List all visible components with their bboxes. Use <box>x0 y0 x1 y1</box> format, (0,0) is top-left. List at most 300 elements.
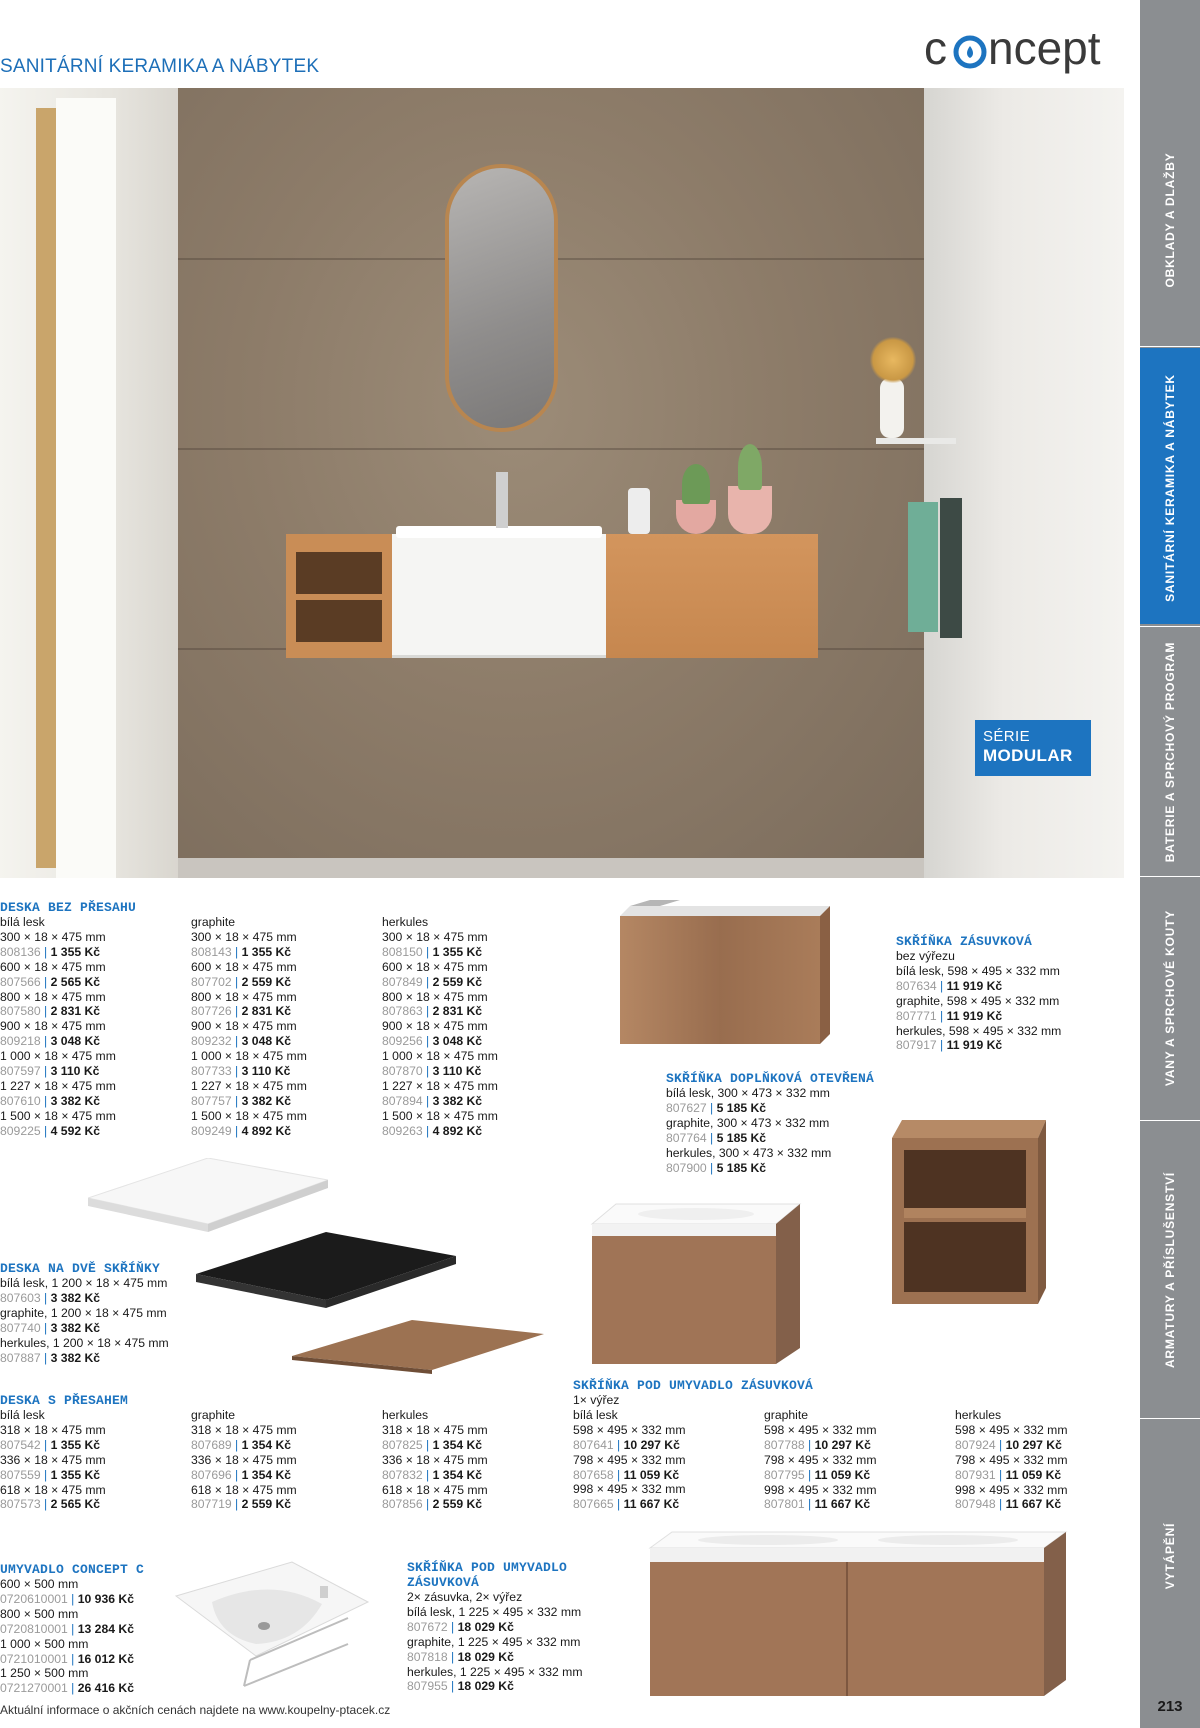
spec-code-price <box>764 1468 876 1483</box>
product-code: 809232 <box>191 1034 232 1049</box>
separator: | <box>995 1467 1006 1482</box>
spec-code-price <box>382 1094 498 1109</box>
nav-ceramics-furniture[interactable]: SANITÁRNÍ KERAMIKA A NÁBYTEK <box>1163 374 1177 602</box>
spec-dimension: 798 × 495 × 332 mm <box>573 1452 686 1467</box>
white-board-image <box>88 1158 328 1240</box>
separator: | <box>422 1467 433 1482</box>
separator: | <box>40 1064 51 1079</box>
spec-dimension: 618 × 18 × 475 mm <box>191 1482 297 1497</box>
separator: | <box>936 978 947 993</box>
skrinka-pod-umyvadlo-double-block <box>407 1560 582 1694</box>
spec-dimension: graphite, 1 225 × 495 × 332 mm <box>407 1634 581 1649</box>
drawer-cabinet-image <box>600 898 840 1058</box>
product-price: 2 559 Kč <box>241 1497 292 1512</box>
product-code: 807627 <box>666 1100 707 1115</box>
product-code: 807771 <box>896 1008 937 1023</box>
spec-dimension: 1 000 × 18 × 475 mm <box>191 1049 307 1064</box>
product-price: 3 110 Kč <box>432 1064 482 1079</box>
spec-dimension: 1 000 × 18 × 475 mm <box>0 1049 116 1064</box>
spec-dimension: 998 × 495 × 332 mm <box>955 1482 1068 1497</box>
spec-dimension: 900 × 18 × 475 mm <box>191 1019 297 1034</box>
separator: | <box>40 1034 51 1049</box>
herkules-board-image <box>292 1304 544 1374</box>
product-code: 807955 <box>407 1679 448 1694</box>
section-heading: UMYVADLO CONCEPT C <box>0 1562 145 1577</box>
separator: | <box>40 1350 51 1365</box>
spec-dimension: graphite, 300 × 473 × 332 mm <box>666 1115 830 1130</box>
page-section-title: SANITÁRNÍ KERAMIKA A NÁBYTEK <box>0 56 320 77</box>
deska-s-presahem-col2 <box>191 1408 297 1512</box>
product-code: 807702 <box>191 974 232 989</box>
product-note: bez výřezu <box>896 949 955 963</box>
section-heading: SKŘÍŇKA ZÁSUVKOVÁ <box>896 934 1033 949</box>
separator: | <box>804 1467 815 1482</box>
spec-code-price <box>191 1004 307 1019</box>
product-code: 0721270001 <box>0 1681 68 1696</box>
spec-code-price <box>955 1497 1067 1512</box>
separator: | <box>231 944 242 959</box>
product-price: 1 355 Kč <box>432 944 483 959</box>
section-heading: DESKA S PŘESAHEM <box>0 1393 129 1408</box>
separator: | <box>231 1437 242 1452</box>
oak-drawer-cabinet <box>606 534 818 658</box>
spec-code-price <box>382 1497 488 1512</box>
spec-dimension: bílá lesk, 1 225 × 495 × 332 mm <box>407 1604 582 1619</box>
spec-dimension: graphite, 1 200 × 18 × 475 mm <box>0 1305 167 1320</box>
footer-note: Aktuální informace o akčních cenách najdete na www.koupelny-ptacek.cz <box>0 1703 391 1717</box>
spec-dimension: 598 × 495 × 332 mm <box>764 1422 877 1437</box>
product-code: 807870 <box>382 1064 423 1079</box>
deska-na-dve-block <box>0 1261 169 1365</box>
product-code: 807887 <box>0 1350 41 1365</box>
product-price: 10 297 Kč <box>814 1437 871 1452</box>
spec-dimension: 800 × 500 mm <box>0 1606 79 1621</box>
spec-code-price <box>191 1124 307 1139</box>
spec-code-price <box>0 1622 144 1637</box>
separator: | <box>40 944 51 959</box>
product-price: 3 382 Kč <box>241 1093 292 1108</box>
product-price: 4 892 Kč <box>241 1123 292 1138</box>
spec-dimension: 1 227 × 18 × 475 mm <box>0 1078 116 1093</box>
spec-code-price <box>382 1034 498 1049</box>
product-code: 807733 <box>191 1064 232 1079</box>
spec-code-price <box>896 1038 1061 1053</box>
spec-code-price <box>0 1681 144 1696</box>
product-code: 807542 <box>0 1437 41 1452</box>
spec-code-price <box>666 1101 874 1116</box>
separator: | <box>995 1497 1006 1512</box>
product-code: 807900 <box>666 1160 707 1175</box>
separator: | <box>231 1093 242 1108</box>
nav-heating[interactable]: VYTÁPĚNÍ <box>1163 1522 1177 1590</box>
spec-code-price <box>382 1124 498 1139</box>
product-price: 3 382 Kč <box>50 1290 101 1305</box>
spec-code-price <box>896 1009 1061 1024</box>
separator: | <box>231 1467 242 1482</box>
spec-dimension: 800 × 18 × 475 mm <box>191 989 297 1004</box>
product-price: 11 059 Kč <box>1005 1467 1062 1482</box>
separator: | <box>231 1034 242 1049</box>
product-code: 807832 <box>382 1467 423 1482</box>
product-price: 3 048 Kč <box>50 1034 101 1049</box>
spec-dimension: 800 × 18 × 475 mm <box>382 989 488 1004</box>
product-code: 809225 <box>0 1123 41 1138</box>
product-code: 807580 <box>0 1004 41 1019</box>
spec-dimension: 798 × 495 × 332 mm <box>955 1452 1068 1467</box>
spec-dimension: 336 × 18 × 475 mm <box>382 1452 488 1467</box>
product-code: 807689 <box>191 1437 232 1452</box>
spec-code-price <box>0 975 136 990</box>
spec-dimension: 998 × 495 × 332 mm <box>573 1482 686 1497</box>
nav-fittings-accessories[interactable]: ARMATURY A PŘÍSLUŠENSTVÍ <box>1163 1171 1177 1369</box>
product-price: 1 354 Kč <box>432 1467 483 1482</box>
spec-code-price <box>666 1161 874 1176</box>
spec-dimension: 318 × 18 × 475 mm <box>191 1422 297 1437</box>
product-code: 807801 <box>764 1497 805 1512</box>
spec-dimension: 900 × 18 × 475 mm <box>382 1019 488 1034</box>
product-code: 807634 <box>896 978 937 993</box>
white-drawer-cabinet <box>392 534 606 658</box>
product-price: 3 382 Kč <box>432 1093 483 1108</box>
product-code: 807795 <box>764 1467 805 1482</box>
separator: | <box>40 1290 51 1305</box>
series-label: SÉRIE <box>983 728 1031 745</box>
spec-dimension: 598 × 495 × 332 mm <box>573 1422 686 1437</box>
product-price: 1 354 Kč <box>241 1437 292 1452</box>
product-code: 807863 <box>382 1004 423 1019</box>
open-shelf-cabinet-image <box>888 1112 1048 1306</box>
svg-text:c: c <box>924 22 947 74</box>
section-heading: DESKA BEZ PŘESAHU <box>0 900 137 915</box>
product-code: 808143 <box>191 944 232 959</box>
product-code: 807597 <box>0 1064 41 1079</box>
product-price: 26 416 Kč <box>77 1681 134 1696</box>
product-code: 807894 <box>382 1093 423 1108</box>
product-price: 18 029 Kč <box>457 1649 514 1664</box>
separator: | <box>804 1497 815 1512</box>
separator: | <box>422 1437 433 1452</box>
separator: | <box>231 974 242 989</box>
product-price: 1 355 Kč <box>50 1467 101 1482</box>
spec-code-price <box>955 1438 1067 1453</box>
separator: | <box>706 1100 717 1115</box>
spec-dimension: 1 500 × 18 × 475 mm <box>0 1108 116 1123</box>
deska-bez-presahu-col3 <box>382 915 498 1139</box>
spec-dimension: 1 500 × 18 × 475 mm <box>191 1108 307 1123</box>
separator: | <box>422 974 433 989</box>
spec-dimension: 1 500 × 18 × 475 mm <box>382 1108 498 1123</box>
spec-code-price <box>407 1620 582 1635</box>
variant-label: graphite <box>764 1408 809 1422</box>
product-code: 807566 <box>0 974 41 989</box>
bathroom-hero-photo <box>0 88 1124 878</box>
spec-code-price <box>191 975 307 990</box>
spec-code-price <box>896 979 1061 994</box>
product-price: 2 559 Kč <box>432 974 483 989</box>
open-shelf-cabinet <box>286 534 392 658</box>
product-price: 1 354 Kč <box>241 1467 292 1482</box>
separator: | <box>422 1123 433 1138</box>
separator: | <box>422 1034 433 1049</box>
spec-code-price <box>191 1034 307 1049</box>
product-price: 11 919 Kč <box>946 978 1003 993</box>
spec-dimension: 998 × 495 × 332 mm <box>764 1482 877 1497</box>
spec-dimension: herkules, 598 × 495 × 332 mm <box>896 1023 1062 1038</box>
separator: | <box>613 1467 624 1482</box>
category-side-nav <box>1140 0 1200 1728</box>
spec-dimension: bílá lesk, 598 × 495 × 332 mm <box>896 963 1060 978</box>
skrinka-pod-umyvadlo-col2 <box>764 1408 876 1512</box>
product-code: 808136 <box>0 944 41 959</box>
product-price: 3 048 Kč <box>432 1034 483 1049</box>
spec-dimension: 318 × 18 × 475 mm <box>382 1422 488 1437</box>
spec-dimension: herkules, 1 225 × 495 × 332 mm <box>407 1664 583 1679</box>
deska-bez-presahu-col1 <box>0 900 136 1139</box>
separator: | <box>231 1064 242 1079</box>
product-price: 13 284 Kč <box>77 1621 134 1636</box>
separator: | <box>40 1093 51 1108</box>
product-price: 11 667 Kč <box>623 1497 680 1512</box>
spec-code-price <box>382 1004 498 1019</box>
product-code: 807825 <box>382 1437 423 1452</box>
separator: | <box>447 1679 458 1694</box>
svg-text:ncept: ncept <box>988 22 1101 74</box>
separator: | <box>231 1123 242 1138</box>
product-price: 4 892 Kč <box>432 1123 483 1138</box>
product-price: 2 565 Kč <box>50 974 101 989</box>
spec-dimension: 900 × 18 × 475 mm <box>0 1019 106 1034</box>
section-heading: DESKA NA DVĚ SKŘÍŇKY <box>0 1261 161 1276</box>
spec-code-price <box>191 1497 297 1512</box>
product-note: 1× výřez <box>573 1393 620 1407</box>
spec-code-price <box>764 1497 876 1512</box>
concept-logo <box>924 22 1124 80</box>
product-code: 807757 <box>191 1093 232 1108</box>
product-code: 807740 <box>0 1320 41 1335</box>
spec-dimension: 300 × 18 × 475 mm <box>191 929 297 944</box>
skrinka-doplnkova-block <box>666 1071 874 1175</box>
product-price: 10 936 Kč <box>77 1591 134 1606</box>
product-code: 807672 <box>407 1619 448 1634</box>
separator: | <box>706 1160 717 1175</box>
spec-code-price <box>0 1124 136 1139</box>
spec-code-price <box>0 1592 144 1607</box>
product-code: 807917 <box>896 1038 937 1053</box>
product-code: 807603 <box>0 1290 41 1305</box>
product-price: 3 110 Kč <box>241 1064 291 1079</box>
separator: | <box>40 1467 51 1482</box>
spec-dimension: 300 × 18 × 475 mm <box>0 929 106 944</box>
separator: | <box>706 1130 717 1145</box>
product-price: 11 919 Kč <box>946 1008 1003 1023</box>
spec-code-price <box>0 1438 128 1453</box>
product-code: 807696 <box>191 1467 232 1482</box>
section-heading-2: ZÁSUVKOVÁ <box>407 1575 480 1590</box>
spec-dimension: 1 250 × 500 mm <box>0 1666 89 1681</box>
spec-code-price <box>191 1064 307 1079</box>
product-price: 10 297 Kč <box>1005 1437 1062 1452</box>
product-price: 18 029 Kč <box>457 1619 514 1634</box>
spec-dimension: 618 × 18 × 475 mm <box>0 1482 106 1497</box>
spec-code-price <box>0 1497 128 1512</box>
series-name: MODULAR <box>983 746 1073 765</box>
product-code: 807559 <box>0 1467 41 1482</box>
spec-code-price <box>191 945 307 960</box>
product-code: 808150 <box>382 944 423 959</box>
spec-dimension: 336 × 18 × 475 mm <box>191 1452 297 1467</box>
nav-faucets-showers[interactable]: BATERIE A SPRCHOVÝ PROGRAM <box>1163 641 1177 863</box>
separator: | <box>40 1437 51 1452</box>
spec-code-price <box>0 1291 169 1306</box>
spec-code-price <box>382 945 498 960</box>
product-code: 807610 <box>0 1093 41 1108</box>
spec-code-price <box>666 1131 874 1146</box>
basin-cabinet-image <box>586 1198 802 1368</box>
product-price: 2 831 Kč <box>432 1004 483 1019</box>
spec-code-price <box>382 1468 488 1483</box>
separator: | <box>936 1008 947 1023</box>
product-price: 3 382 Kč <box>50 1093 101 1108</box>
variant-label: herkules <box>382 915 429 929</box>
product-price: 3 382 Kč <box>50 1320 101 1335</box>
spec-code-price <box>955 1468 1067 1483</box>
product-price: 16 012 Kč <box>77 1651 134 1666</box>
washbasin-image <box>172 1556 372 1692</box>
product-code: 809249 <box>191 1123 232 1138</box>
spec-dimension: 800 × 18 × 475 mm <box>0 989 106 1004</box>
spec-dimension: 1 000 × 500 mm <box>0 1636 89 1651</box>
spec-code-price <box>0 1004 136 1019</box>
product-code: 807931 <box>955 1467 996 1482</box>
product-note: 2× zásuvka, 2× výřez <box>407 1590 523 1604</box>
product-code: 807719 <box>191 1497 232 1512</box>
product-code: 807818 <box>407 1649 448 1664</box>
spec-dimension: 318 × 18 × 475 mm <box>0 1422 106 1437</box>
separator: | <box>67 1681 78 1696</box>
spec-code-price <box>0 1034 136 1049</box>
spec-code-price <box>407 1650 582 1665</box>
spec-dimension: 1 227 × 18 × 475 mm <box>382 1078 498 1093</box>
product-price: 11 667 Kč <box>1005 1497 1062 1512</box>
separator: | <box>40 974 51 989</box>
spec-code-price <box>0 1652 144 1667</box>
section-heading: SKŘÍŇKA POD UMYVADLO ZÁSUVKOVÁ <box>573 1378 814 1393</box>
product-price: 2 559 Kč <box>432 1497 483 1512</box>
product-code: 807764 <box>666 1130 707 1145</box>
product-code: 809218 <box>0 1034 41 1049</box>
product-price: 3 048 Kč <box>241 1034 292 1049</box>
separator: | <box>804 1437 815 1452</box>
product-price: 11 059 Kč <box>814 1467 871 1482</box>
spec-dimension: 300 × 18 × 475 mm <box>382 929 488 944</box>
spec-code-price <box>0 1094 136 1109</box>
spec-code-price <box>407 1679 582 1694</box>
product-price: 1 355 Kč <box>50 944 101 959</box>
separator: | <box>40 1320 51 1335</box>
separator: | <box>613 1437 624 1452</box>
product-price: 11 059 Kč <box>623 1467 680 1482</box>
spec-code-price <box>0 1468 128 1483</box>
spec-code-price <box>191 1438 297 1453</box>
spec-dimension: 1 227 × 18 × 475 mm <box>191 1078 307 1093</box>
product-code: 807665 <box>573 1497 614 1512</box>
separator: | <box>67 1621 78 1636</box>
separator: | <box>40 1004 51 1019</box>
product-code: 0721010001 <box>0 1651 68 1666</box>
spec-code-price <box>0 945 136 960</box>
product-code: 807726 <box>191 1004 232 1019</box>
separator: | <box>231 1004 242 1019</box>
separator: | <box>422 1064 433 1079</box>
nav-tiles[interactable]: OBKLADY A DLAŽBY <box>1163 152 1177 288</box>
separator: | <box>447 1619 458 1634</box>
product-code: 807924 <box>955 1437 996 1452</box>
spec-dimension: herkules, 1 200 × 18 × 475 mm <box>0 1335 169 1350</box>
spec-dimension: bílá lesk, 1 200 × 18 × 475 mm <box>0 1276 168 1290</box>
product-code: 807849 <box>382 974 423 989</box>
spec-dimension: 598 × 495 × 332 mm <box>955 1422 1068 1437</box>
product-price: 2 831 Kč <box>50 1004 101 1019</box>
spec-dimension: 600 × 18 × 475 mm <box>382 959 488 974</box>
product-code: 807856 <box>382 1497 423 1512</box>
separator: | <box>995 1437 1006 1452</box>
variant-label: herkules <box>382 1408 429 1422</box>
spec-dimension: graphite, 598 × 495 × 332 mm <box>896 993 1060 1008</box>
product-price: 18 029 Kč <box>457 1679 514 1694</box>
separator: | <box>40 1123 51 1138</box>
variant-label: graphite <box>191 915 236 929</box>
spec-code-price <box>764 1438 876 1453</box>
separator: | <box>231 1497 242 1512</box>
separator: | <box>67 1651 78 1666</box>
double-basin-cabinet-image <box>648 1528 1068 1700</box>
variant-label: graphite <box>191 1408 236 1422</box>
spec-code-price <box>382 1438 488 1453</box>
product-price: 4 592 Kč <box>50 1123 101 1138</box>
nav-baths-enclosures[interactable]: VANY A SPRCHOVÉ KOUTY <box>1163 909 1177 1087</box>
spec-dimension: 798 × 495 × 332 mm <box>764 1452 877 1467</box>
product-price: 2 831 Kč <box>241 1004 292 1019</box>
series-badge <box>975 720 1091 776</box>
product-code: 807658 <box>573 1467 614 1482</box>
oval-mirror <box>445 164 558 432</box>
spec-code-price <box>191 1468 297 1483</box>
umyvadlo-block <box>0 1562 144 1696</box>
separator: | <box>422 1497 433 1512</box>
skrinka-pod-umyvadlo-col3 <box>955 1408 1067 1512</box>
product-price: 1 354 Kč <box>432 1437 483 1452</box>
separator: | <box>422 944 433 959</box>
product-code: 809263 <box>382 1123 423 1138</box>
deska-s-presahem-col1 <box>0 1393 128 1512</box>
deska-bez-presahu-col2 <box>191 915 307 1139</box>
spec-code-price <box>0 1351 169 1366</box>
product-code: 809256 <box>382 1034 423 1049</box>
page-number: 213 <box>1157 1698 1183 1715</box>
variant-label: bílá lesk <box>0 915 45 929</box>
section-heading: SKŘÍŇKA POD UMYVADLO <box>407 1560 568 1575</box>
product-code: 807573 <box>0 1497 41 1512</box>
separator: | <box>67 1591 78 1606</box>
separator: | <box>422 1093 433 1108</box>
separator: | <box>447 1649 458 1664</box>
product-code: 807948 <box>955 1497 996 1512</box>
separator: | <box>936 1038 947 1053</box>
variant-label: bílá lesk <box>573 1407 618 1422</box>
variant-label: herkules <box>955 1408 1002 1422</box>
separator: | <box>40 1497 51 1512</box>
spec-code-price <box>0 1321 169 1336</box>
